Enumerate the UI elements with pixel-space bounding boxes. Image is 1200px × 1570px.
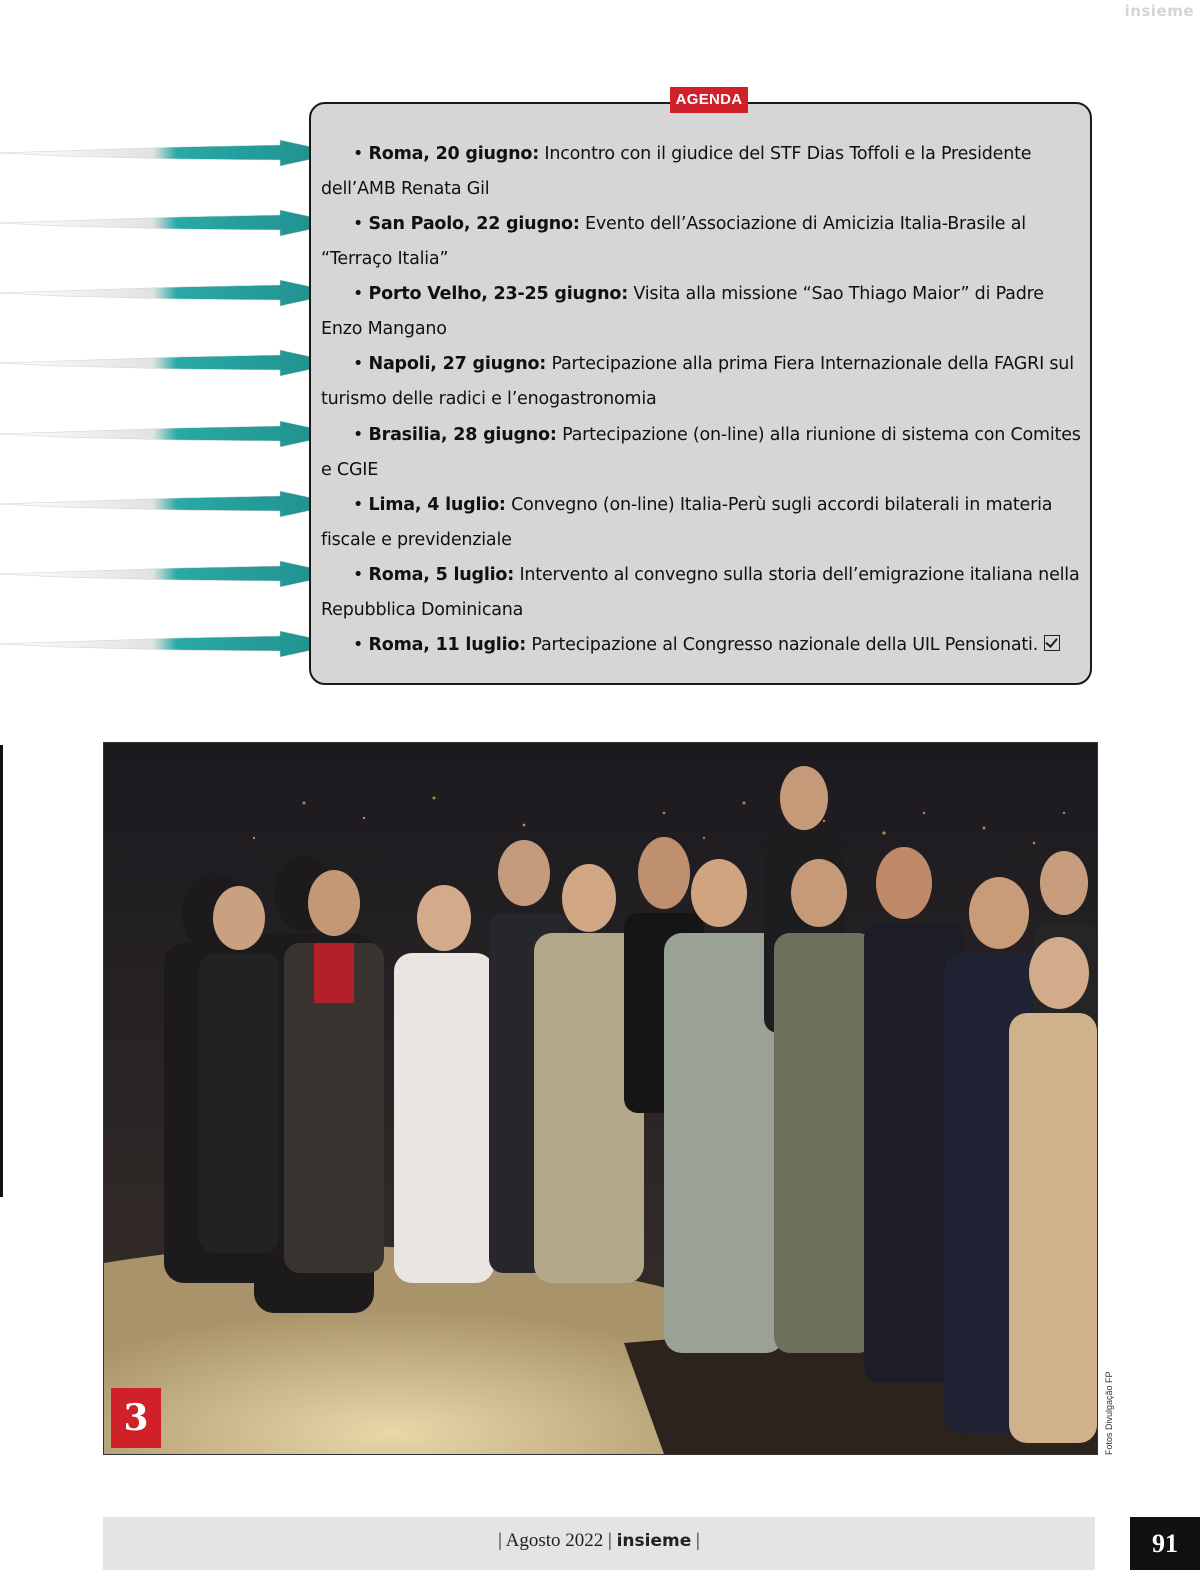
agenda-item: • Brasilia, 28 giugno: Partecipazione (on-line) alla riunione di sistema con Comites e CGIE [321,425,1081,480]
agenda-item-place-date: Roma, 5 luglio: [368,565,515,585]
arrow-icon [0,420,345,450]
footer-suffix: | [696,1530,700,1551]
agenda-item-text: Partecipazione alla prima Fiera Internazionale della FAGRI sul turismo delle radici e l’enogastronomia [321,354,1074,409]
agenda-item-text: Visita alla missione “Sao Thiago Maior” di Padre Enzo Mangano [321,284,1044,339]
agenda-item: • Lima, 4 luglio: Convegno (on-line) Italia-Perù sugli accordi bilaterali in materia fiscale e previdenziale [321,495,1053,550]
agenda-tag: AGENDA [670,87,748,113]
agenda-item-place-date: Roma, 11 luglio: [368,635,527,655]
checkbox-end-icon [1044,635,1060,651]
photo-number-badge: 3 [111,1388,161,1448]
agenda-item: • Roma, 5 luglio: Intervento al convegno sulla storia dell’emigrazione italiana nella Repubblica Dominicana [321,565,1080,620]
footer-text [103,1530,1095,1552]
footer-date: | Agosto 2022 | [498,1530,612,1551]
agenda-item-text: Convegno (on-line) Italia-Perù sugli accordi bilaterali in materia fiscale e previdenziale [321,495,1053,550]
agenda-item-text: Partecipazione (on-line) alla riunione di sistema con Comites e CGIE [321,425,1081,480]
group-photo [103,742,1098,1455]
group-photo-image [104,743,1097,1454]
agenda-item-text: Incontro con il giudice del STF Dias Toffoli e la Presidente dell’AMB Renata Gil [321,144,1032,199]
arrow-icon [0,279,345,309]
agenda-item: • Roma, 20 giugno: Incontro con il giudice del STF Dias Toffoli e la Presidente dell’AMB Renata Gil [321,144,1032,199]
arrow-icon [0,209,345,239]
page-number: 91 [1130,1517,1200,1570]
footer-bar [103,1517,1095,1570]
header-brand: insieme [1124,2,1194,20]
arrow-icon [0,139,345,169]
arrow-icon [0,490,345,520]
agenda-item-place-date: Napoli, 27 giugno: [368,354,547,374]
page-edge-rule [0,745,3,1197]
agenda-item-place-date: Porto Velho, 23-25 giugno: [368,284,628,304]
agenda-item-text: Partecipazione al Congresso nazionale della UIL Pensionati. [531,635,1039,655]
agenda-item: • Roma, 11 luglio: Partecipazione al Congresso nazionale della UIL Pensionati. [321,628,1081,663]
agenda-item-text: Evento dell’Associazione di Amicizia Italia-Brasile al “Terraço Italia” [321,214,1026,269]
agenda-item-place-date: Brasilia, 28 giugno: [368,425,557,445]
agenda-item-place-date: Roma, 20 giugno: [368,144,540,164]
footer-brand: insieme [616,1531,692,1551]
arrow-icon [0,630,345,660]
agenda-item-text: Intervento al convegno sulla storia dell’emigrazione italiana nella Repubblica Dominicana [321,565,1080,620]
agenda-item-place-date: Lima, 4 luglio: [368,495,506,515]
agenda-item: • Porto Velho, 23-25 giugno: Visita alla missione “Sao Thiago Maior” di Padre Enzo Mangano [321,284,1044,339]
agenda-item-place-date: San Paolo, 22 giugno: [368,214,580,234]
agenda-item: • Napoli, 27 giugno: Partecipazione alla prima Fiera Internazionale della FAGRI sul turismo delle radici e l’enogastronomia [321,354,1074,409]
arrow-icon [0,349,345,379]
photo-credit: Fotos Divulgação FP [1104,1371,1114,1455]
arrow-icon [0,560,345,590]
agenda-item: • San Paolo, 22 giugno: Evento dell’Associazione di Amicizia Italia-Brasile al “Terraço Italia” [321,214,1026,269]
